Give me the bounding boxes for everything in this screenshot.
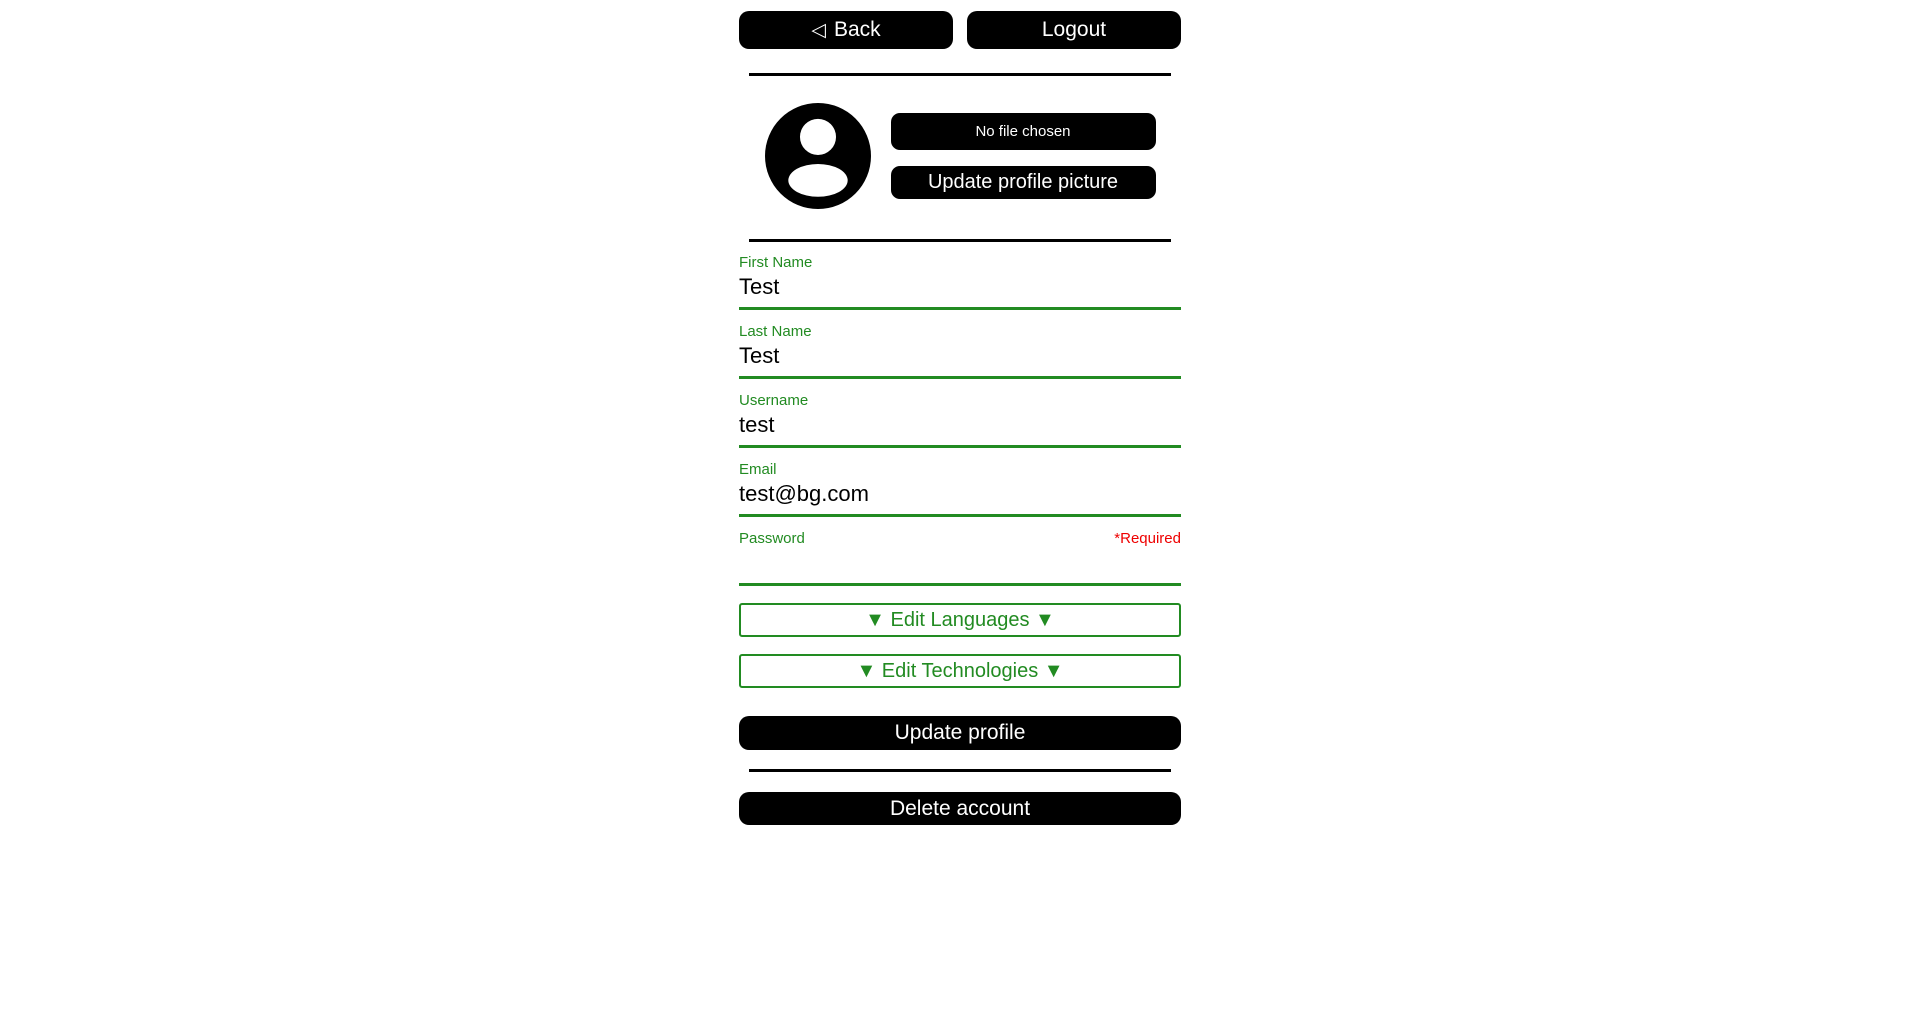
profile-form xyxy=(739,254,1181,750)
password-field xyxy=(739,530,1181,586)
logout-button-label: Logout xyxy=(1041,18,1107,41)
last-name-input[interactable] xyxy=(739,340,1181,379)
password-input[interactable] xyxy=(739,547,1181,586)
first-name-input[interactable] xyxy=(739,271,1181,310)
back-arrow-icon: ◁ xyxy=(811,19,826,41)
edit-languages-button[interactable]: ▼ Edit Languages ▼ xyxy=(739,603,1181,637)
profile-page xyxy=(739,0,1181,825)
logout-button[interactable] xyxy=(967,11,1181,49)
update-profile-button[interactable] xyxy=(739,716,1181,750)
update-profile-label: Update profile xyxy=(894,721,1026,744)
update-profile-picture-label: Update profile picture xyxy=(927,171,1119,193)
user-avatar-icon xyxy=(765,103,871,209)
first-name-label: First Name xyxy=(739,254,813,271)
divider xyxy=(749,769,1171,772)
email-input[interactable] xyxy=(739,478,1181,517)
divider xyxy=(749,73,1171,76)
upload-controls xyxy=(891,113,1156,199)
last-name-field xyxy=(739,323,1181,379)
username-label: Username xyxy=(739,392,809,409)
email-label: Email xyxy=(739,461,777,478)
last-name-label: Last Name xyxy=(739,323,812,340)
username-field xyxy=(739,392,1181,448)
back-button[interactable] xyxy=(739,11,953,49)
profile-picture-section xyxy=(739,103,1181,209)
delete-account-label: Delete account xyxy=(889,796,1031,820)
first-name-field xyxy=(739,254,1181,310)
edit-technologies-button[interactable]: ▼ Edit Technologies ▼ xyxy=(739,654,1181,688)
back-button-label: Back xyxy=(833,18,881,41)
file-upload-status: No file chosen xyxy=(975,123,1071,140)
email-field xyxy=(739,461,1181,517)
divider xyxy=(749,239,1171,242)
password-label: Password xyxy=(739,530,805,547)
update-profile-picture-button[interactable] xyxy=(891,166,1156,199)
file-upload-input[interactable] xyxy=(891,113,1156,150)
header-actions xyxy=(739,11,1181,49)
delete-account-button[interactable] xyxy=(739,792,1181,825)
password-required-note: *Required xyxy=(1114,530,1181,547)
username-input[interactable] xyxy=(739,409,1181,448)
